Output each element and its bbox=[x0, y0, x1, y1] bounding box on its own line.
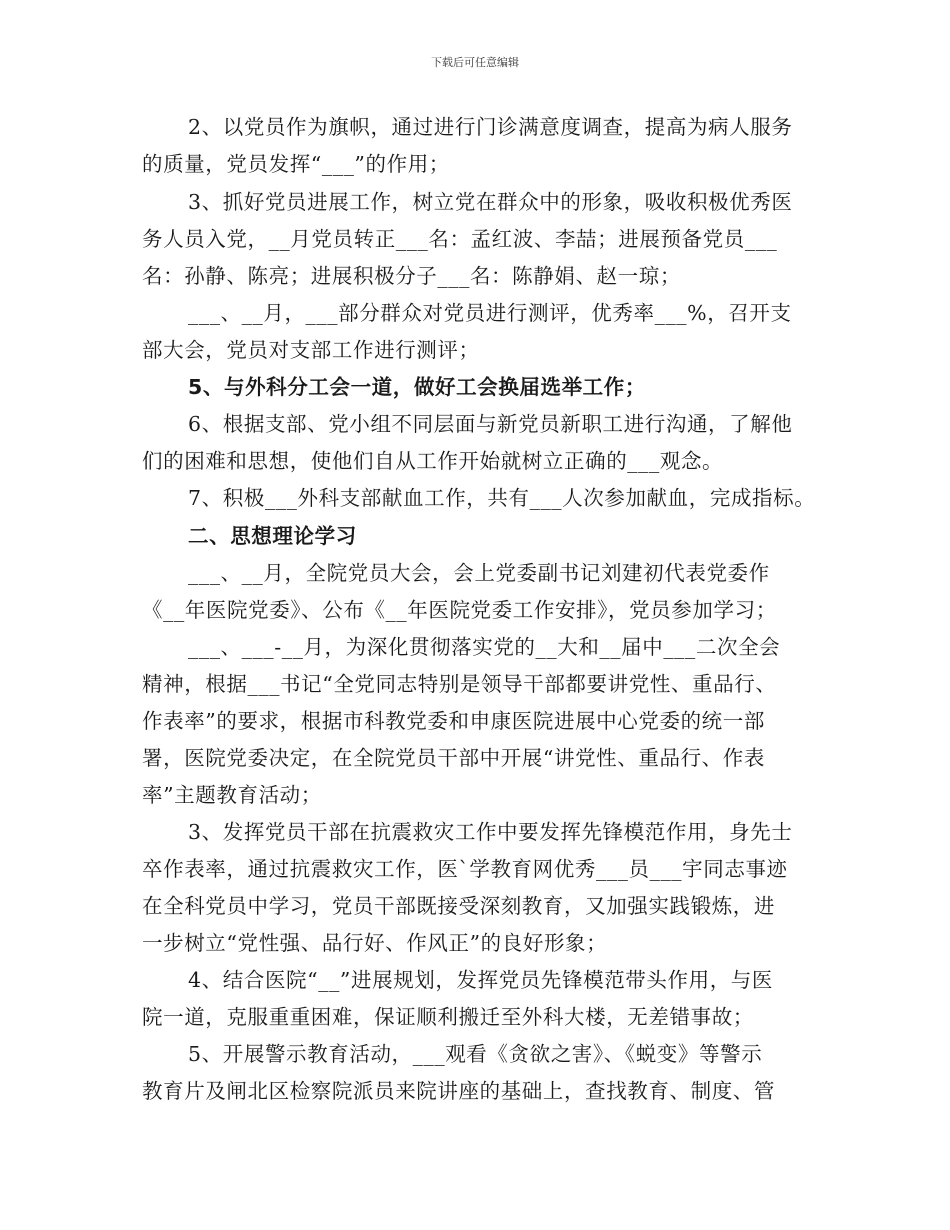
paragraph-line: 2、以党员作为旗帜，通过进行门诊满意度调查，提高为病人服务 bbox=[188, 115, 793, 139]
paragraph-line: 4、结合医院“__”进展规划，发挥党员先锋模范带头作用，与医 bbox=[188, 968, 774, 992]
section-heading: 二、思想理论学习 bbox=[188, 524, 357, 548]
paragraph-line: 的质量，党员发挥“___”的作用； bbox=[142, 152, 450, 176]
paragraph-line: 5、开展警示教育活动，___观看《贪欲之害》、《蜕变》等警示 bbox=[188, 1042, 763, 1066]
paragraph-line-bold: 5、与外科分工会一道，做好工会换届选举工作； bbox=[188, 375, 646, 399]
paragraph-line: 部大会，党员对支部工作进行测评； bbox=[142, 338, 480, 362]
paragraph-line: 名：孙静、陈亮；进展积极分子___名：陈静娟、赵一琼； bbox=[142, 264, 681, 288]
paragraph-line: 3、发挥党员干部在抗震救灾工作中要发挥先锋模范作用，身先士 bbox=[188, 820, 793, 844]
paragraph-line: 率”主题教育活动； bbox=[142, 783, 322, 807]
paragraph-line: 在全科党员中学习，党员干部既接受深刻教育，又加强实践锻炼，进 bbox=[142, 894, 775, 918]
paragraph-line: 7、积极___外科支部献血工作，共有___人次参加献血，完成指标。 bbox=[188, 486, 816, 510]
page-header: 下载后可任意编辑 bbox=[431, 56, 519, 69]
paragraph-line: 署，医院党委决定，在全院党员干部中开展“讲党性、重品行、作表 bbox=[142, 746, 765, 770]
paragraph-line: 精神，根据___书记“全党同志特别是领导干部都要讲党性、重品行、 bbox=[142, 672, 777, 696]
paragraph-line: ___、__月，全院党员大会，会上党委副书记刘建初代表党委作 bbox=[188, 561, 770, 585]
paragraph-line: 卒作表率，通过抗震救灾工作，医`学教育网优秀___员___宇同志事迹 bbox=[142, 857, 788, 881]
paragraph-line: ___、__月，___部分群众对党员进行测评，优秀率___%，召开支 bbox=[188, 301, 792, 325]
paragraph-line: 教育片及闸北区检察院派员来院讲座的基础上，查找教育、制度、管 bbox=[142, 1079, 775, 1103]
paragraph-line: 一步树立“党性强、品行好、作风正”的良好形象； bbox=[142, 931, 608, 955]
paragraph-line: ___、___-__月，为深化贯彻落实党的__大和__届中___二次全会 bbox=[188, 635, 781, 659]
paragraph-line: 《__年医院党委》、公布《__年医院党委工作安排》，党员参加学习； bbox=[142, 598, 777, 622]
paragraph-line: 们的困难和思想，使他们自从工作开始就树立正确的___观念。 bbox=[142, 449, 724, 473]
paragraph-line: 3、抓好党员进展工作，树立党在群众中的形象，吸收积极优秀医 bbox=[188, 190, 793, 214]
paragraph-line: 院一道，克服重重困难，保证顺利搬迁至外科大楼，无差错事故； bbox=[142, 1005, 754, 1029]
paragraph-line: 6、根据支部、党小组不同层面与新党员新职工进行沟通，了解他 bbox=[188, 412, 793, 436]
paragraph-line: 务人员入党，__月党员转正___名：孟红波、李喆；进展预备党员___ bbox=[142, 227, 778, 251]
paragraph-line: 作表率”的要求，根据市科教党委和申康医院进展中心党委的统一部 bbox=[142, 709, 765, 733]
